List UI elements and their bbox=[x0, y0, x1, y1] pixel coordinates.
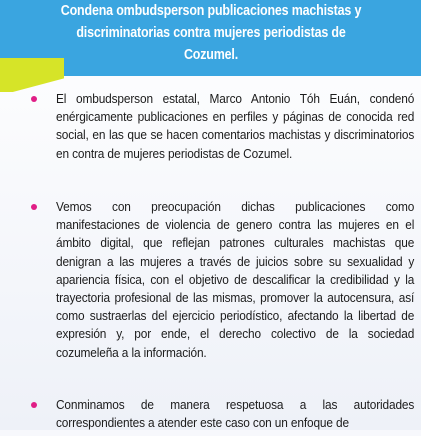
list-item bbox=[0, 396, 421, 436]
list-item bbox=[0, 90, 421, 198]
bullet-dot-icon bbox=[31, 96, 37, 102]
page-title: Condena ombudsperson publicaciones machistas y discriminatorias contra mujeres periodistas de Cozumel. bbox=[60, 3, 362, 63]
bullet-list bbox=[0, 90, 421, 436]
list-item-text: El ombudsperson estatal, Marco Antonio Tóh Euán, condenó enérgicamente publicaciones en perfiles y páginas de conocida red social, en las que se hacen comentarios machistas y discriminatorios en contra de mujeres periodistas de Cozumel. bbox=[56, 91, 415, 161]
bullet-dot-icon bbox=[31, 204, 37, 210]
list-item-text: Vemos con preocupación dichas publicaciones como manifestaciones de violencia de genero contra las mujeres en el ámbito digital, que reflejan patrones culturales machistas que denigran a las mujeres a través de juicios sobre su sexualidad y apariencia física, con el objetivo de descalificar la credibilidad y la trayectoria profesional de las mismas, promover la autocensura, así como sustraerlas del ejercicio periodístico, afectando la libertad de expresión y, por ende, el derecho colectivo de la sociedad cozumeleña a la información. bbox=[56, 199, 415, 360]
bullet-dot-icon bbox=[31, 402, 37, 408]
list-item bbox=[0, 198, 421, 396]
content-area bbox=[0, 90, 421, 436]
list-item-text: Conminamos de manera respetuosa a las autoridades correspondientes a atender este caso con un enfoque de bbox=[56, 397, 415, 431]
